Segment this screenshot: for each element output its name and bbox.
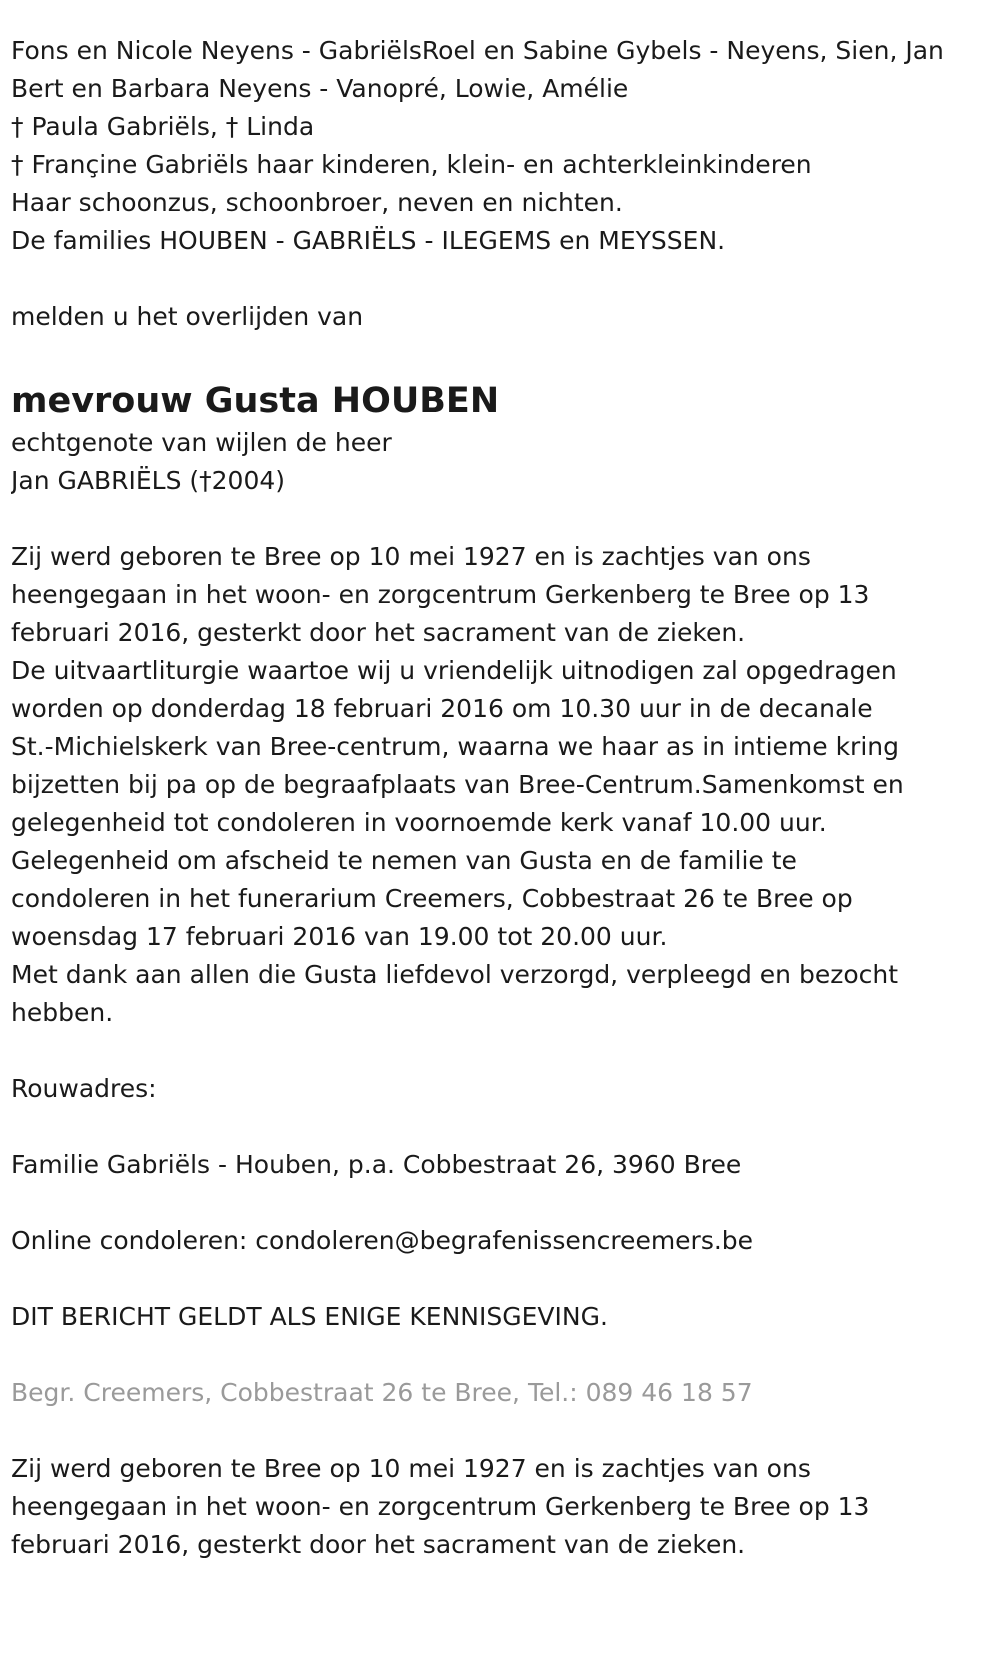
notice-text: DIT BERICHT GELDT ALS ENIGE KENNISGEVING. [11, 1302, 608, 1331]
spacer [11, 1184, 988, 1222]
body-line: Gelegenheid om afscheid te nemen van Gusta en de familie te [11, 846, 797, 875]
body-line: hebben. [11, 998, 114, 1027]
body-line: woensdag 17 februari 2016 van 19.00 tot 20.00 uur. [11, 922, 668, 951]
spouse-line: Jan GABRIËLS (†2004) [11, 466, 286, 495]
family-line: Bert en Barbara Neyens - Vanopré, Lowie, Amélie [11, 74, 629, 103]
body-line: De uitvaartliturgie waartoe wij u vriendelijk uitnodigen zal opgedragen [11, 656, 897, 685]
family-list [11, 32, 988, 260]
mourning-address-label: Rouwadres: [11, 1074, 157, 1103]
spouse-line: echtgenote van wijlen de heer [11, 428, 392, 457]
spacer [11, 336, 988, 374]
spacer [11, 1260, 988, 1298]
repeat-text [11, 1450, 988, 1564]
deceased-name: mevrouw Gusta HOUBEN [11, 381, 500, 421]
spacer [11, 500, 988, 538]
body-line: Met dank aan allen die Gusta liefdevol verzorgd, verpleegd en bezocht [11, 960, 899, 989]
announcement-text: melden u het overlijden van [11, 302, 364, 331]
spacer [11, 1412, 988, 1450]
family-line: † Françine Gabriëls haar kinderen, klein- en achterkleinkinderen [11, 150, 812, 179]
spouse-info [11, 424, 988, 500]
family-line: † Paula Gabriëls, † Linda [11, 112, 315, 141]
spacer [11, 1108, 988, 1146]
repeat-line: februari 2016, gesterkt door het sacrament van de zieken. [11, 1530, 746, 1559]
body-line: heengegaan in het woon- en zorgcentrum Gerkenberg te Bree op 13 [11, 580, 870, 609]
family-line: De families HOUBEN - GABRIËLS - ILEGEMS en MEYSSEN. [11, 226, 726, 255]
mourning-address: Familie Gabriëls - Houben, p.a. Cobbestraat 26, 3960 Bree [11, 1150, 742, 1179]
body-line: februari 2016, gesterkt door het sacrament van de zieken. [11, 618, 746, 647]
online-condolence: Online condoleren: condoleren@begrafenissencreemers.be [11, 1226, 754, 1255]
undertaker-info: Begr. Creemers, Cobbestraat 26 te Bree, Tel.: 089 46 18 57 [11, 1378, 753, 1407]
body-line: condoleren in het funerarium Creemers, Cobbestraat 26 te Bree op [11, 884, 853, 913]
body-line: St.-Michielskerk van Bree-centrum, waarna we haar as in intieme kring [11, 732, 899, 761]
body-line: worden op donderdag 18 februari 2016 om 10.30 uur in de decanale [11, 694, 873, 723]
spacer [11, 1336, 988, 1374]
body-line: Zij werd geboren te Bree op 10 mei 1927 en is zachtjes van ons [11, 542, 811, 571]
family-line: Haar schoonzus, schoonbroer, neven en nichten. [11, 188, 623, 217]
body-line: gelegenheid tot condoleren in voornoemde kerk vanaf 10.00 uur. [11, 808, 827, 837]
body-line: bijzetten bij pa op de begraafplaats van Bree-Centrum.Samenkomst en [11, 770, 904, 799]
repeat-line: heengegaan in het woon- en zorgcentrum Gerkenberg te Bree op 13 [11, 1492, 870, 1521]
family-line: Fons en Nicole Neyens - GabriëlsRoel en Sabine Gybels - Neyens, Sien, Jan [11, 36, 944, 65]
spacer [11, 260, 988, 298]
repeat-line: Zij werd geboren te Bree op 10 mei 1927 en is zachtjes van ons [11, 1454, 811, 1483]
spacer [11, 1032, 988, 1070]
body-text [11, 538, 988, 1032]
